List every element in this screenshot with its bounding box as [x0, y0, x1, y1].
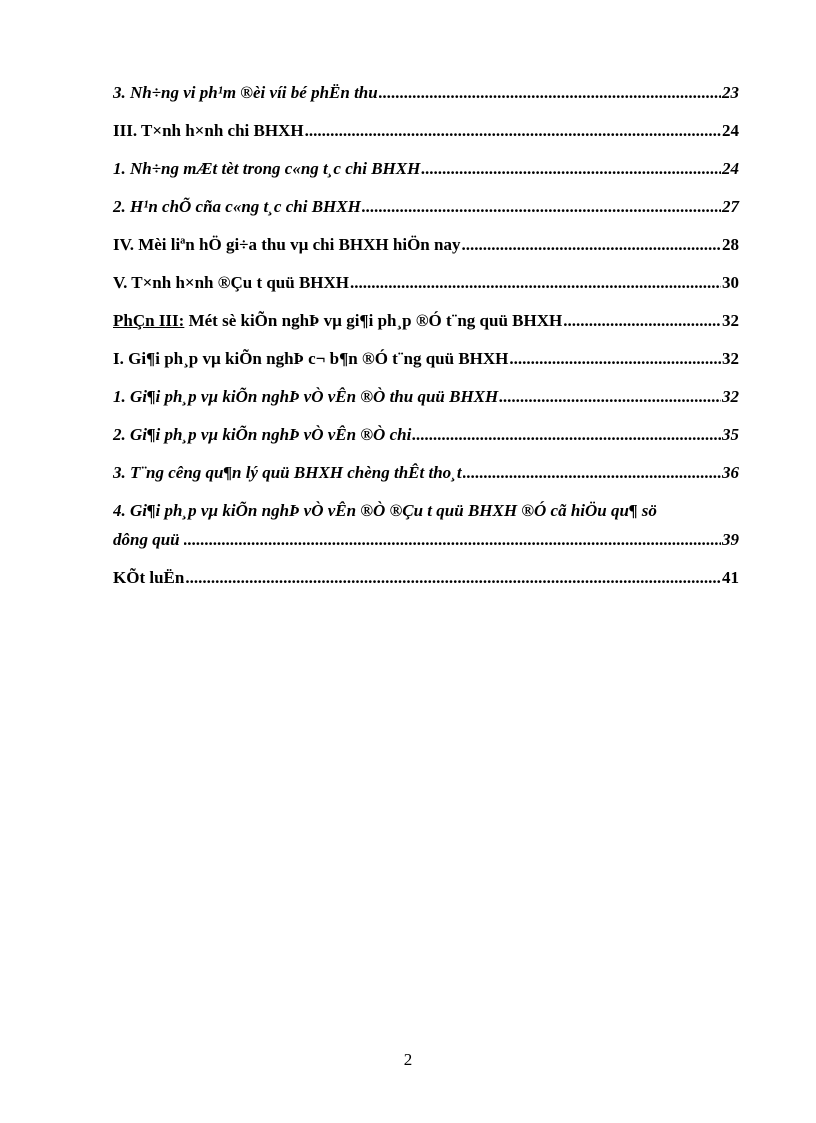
toc-entry-title: 2. H¹n chÕ cña c«ng t¸c chi BHXH: [113, 197, 361, 216]
toc-entry[interactable]: [113, 565, 739, 590]
dot-leader: [362, 194, 721, 219]
dot-leader: [509, 346, 721, 371]
dot-leader: [461, 232, 721, 257]
toc-entry-part[interactable]: [113, 308, 739, 333]
table-of-contents: [113, 80, 739, 603]
toc-entry-title-line2: dông quü: [113, 530, 180, 549]
toc-entry-title: 1. Nh÷ng mÆt tèt trong c«ng t¸c chi BHXH: [113, 159, 421, 178]
toc-entry-title: V. T×nh h×nh ®Çu t quü BHXH: [113, 273, 350, 292]
dot-leader: [350, 270, 721, 295]
toc-entry-page: 41: [722, 568, 739, 587]
toc-entry-page: 30: [722, 273, 739, 292]
toc-entry-page: 35: [722, 425, 739, 444]
toc-entry[interactable]: [113, 346, 739, 371]
toc-entry-page: 32: [722, 311, 739, 330]
dot-leader: [184, 527, 721, 552]
toc-entry-title: 3. T¨ng cêng qu¶n lý quü BHXH chèng thÊt tho¸t: [113, 463, 462, 482]
toc-entry-line2: [113, 527, 739, 552]
part-title: Mét sè kiÕn nghÞ vµ gi¶i ph¸p ®Ó t¨ng quü BHXH: [184, 311, 563, 330]
dot-leader: [185, 565, 721, 590]
toc-entry-title: 3. Nh÷ng vi ph¹m ®èi víi bé phËn thu: [113, 83, 378, 102]
dot-leader: [421, 156, 721, 181]
toc-entry-title-line1: 4. Gi¶i ph¸p vµ kiÕn nghÞ vÒ vÊn ®Ò ®Çu t quü BHXH ®Ó cã hiÖu qu¶ sö: [113, 501, 657, 520]
dot-leader: [412, 422, 721, 447]
toc-entry[interactable]: [113, 194, 739, 219]
toc-entry-page: 24: [722, 121, 739, 140]
toc-entry-title: 1. Gi¶i ph¸p vµ kiÕn nghÞ vÒ vÊn ®Ò thu quü BHXH: [113, 387, 499, 406]
part-label: PhÇn III:: [113, 311, 185, 330]
dot-leader: [463, 460, 721, 485]
toc-entry[interactable]: [113, 270, 739, 295]
toc-entry[interactable]: [113, 384, 739, 409]
toc-entry[interactable]: [113, 498, 739, 552]
toc-entry-page: 27: [722, 197, 739, 216]
toc-entry-page: 32: [722, 387, 739, 406]
toc-entry[interactable]: [113, 80, 739, 105]
dot-leader: [499, 384, 721, 409]
toc-entry[interactable]: [113, 156, 739, 181]
toc-entry-title: I. Gi¶i ph¸p vµ kiÕn nghÞ c¬ b¶n ®Ó t¨ng quü BHXH: [113, 349, 509, 368]
toc-entry-title: IV. Mèi liªn hÖ gi÷a thu vµ chi BHXH hiÖn nay: [113, 235, 461, 254]
toc-entry-page: 32: [722, 349, 739, 368]
toc-entry-page: 36: [722, 463, 739, 482]
toc-entry-title: [113, 308, 562, 333]
toc-entry-title: KÕt luËn: [113, 568, 185, 587]
toc-entry[interactable]: [113, 232, 739, 257]
dot-leader: [305, 118, 721, 143]
toc-entry[interactable]: [113, 460, 739, 485]
dot-leader: [379, 80, 721, 105]
page-number: 2: [403, 1050, 413, 1069]
toc-entry-title: 2. Gi¶i ph¸p vµ kiÕn nghÞ vÒ vÊn ®Ò chi: [113, 425, 412, 444]
toc-entry-page: 28: [722, 235, 739, 254]
toc-entry-page: 39: [722, 530, 739, 549]
toc-entry-page: 23: [722, 83, 739, 102]
toc-entry-title: III. T×nh h×nh chi BHXH: [113, 121, 304, 140]
toc-entry-page: 24: [722, 159, 739, 178]
toc-entry[interactable]: [113, 118, 739, 143]
toc-entry[interactable]: [113, 422, 739, 447]
dot-leader: [563, 308, 721, 333]
